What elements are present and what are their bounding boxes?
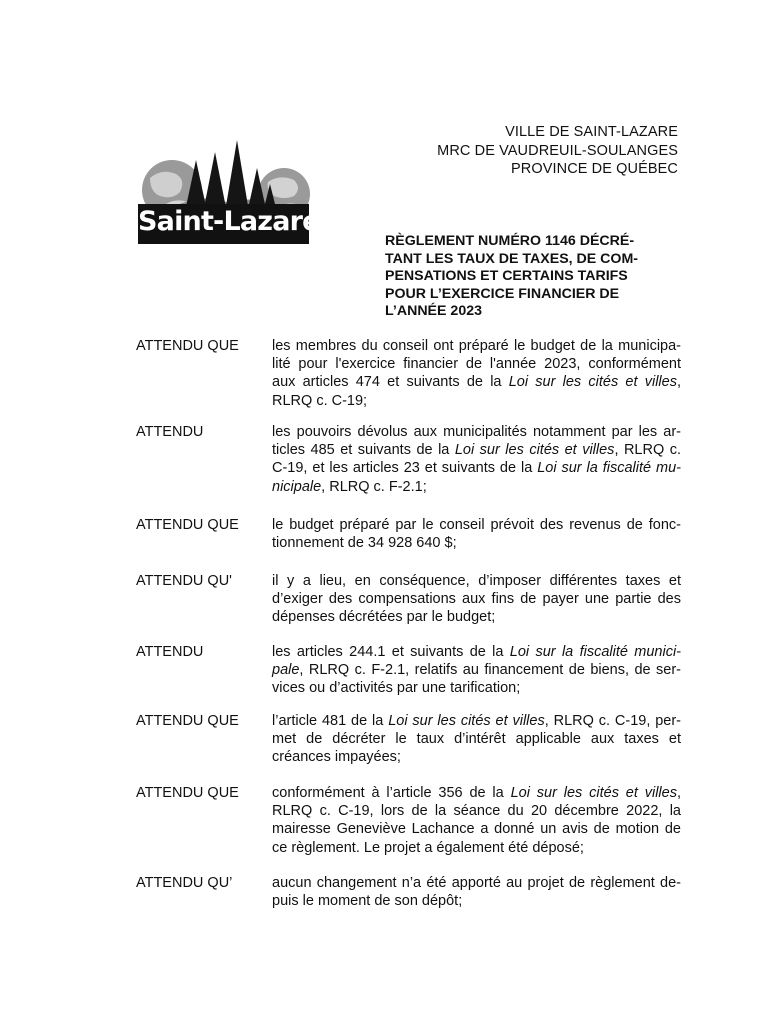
clause-line bbox=[272, 355, 681, 373]
title-line: L’ANNÉE 2023 bbox=[385, 303, 482, 320]
law-citation: Loi sur les cités et villes bbox=[510, 785, 677, 801]
clause-text-segment: RLRQ c. C-19, lors de la séance du 20 décembre 2022, la bbox=[272, 803, 681, 820]
clause-text-segment: le budget préparé par le conseil prévoit des revenus de fonc- bbox=[272, 517, 681, 533]
clause-text-segment: , RLRQ c. bbox=[614, 442, 681, 459]
whereas-clause bbox=[136, 643, 681, 698]
clause-text-segment: l’article 481 de la bbox=[272, 713, 389, 729]
clause-text-segment: conformément à l’article 356 de la bbox=[272, 785, 511, 801]
clause-label: ATTENDU QU’ bbox=[136, 875, 233, 891]
clause-text-segment: les membres du conseil ont préparé le budget de la municipa- bbox=[272, 338, 681, 354]
clause-label: ATTENDU QUE bbox=[136, 338, 239, 354]
regulation-title bbox=[385, 233, 685, 321]
law-citation: Loi sur les cités et villes bbox=[454, 442, 615, 459]
clause-text-segment: il y a lieu, en conséquence, d’imposer différentes taxes et bbox=[272, 573, 681, 589]
clause-label: ATTENDU QU' bbox=[136, 573, 232, 589]
clause-line bbox=[272, 839, 681, 857]
header-line-mrc: MRC DE VAUDREUIL-SOULANGES bbox=[437, 142, 678, 159]
clause-text bbox=[272, 712, 681, 767]
clause-text-segment: met de décréter le taux d’intérêt applicable aux taxes et bbox=[272, 731, 681, 748]
clause-line bbox=[272, 748, 681, 766]
clause-line bbox=[272, 608, 681, 626]
clause-text bbox=[272, 643, 681, 698]
law-citation: pale bbox=[272, 662, 300, 679]
clause-text-segment: lité pour l'exercice financier de l'année 2023, conformément bbox=[272, 356, 681, 373]
clause-text-segment: créances impayées; bbox=[272, 749, 401, 766]
clause-label: ATTENDU QUE bbox=[136, 713, 239, 729]
clause-line bbox=[272, 679, 681, 697]
clause-line bbox=[272, 534, 681, 552]
clause-text-segment: d’exiger des compensations aux fins de payer une partie des bbox=[272, 591, 681, 608]
clause-line bbox=[272, 423, 681, 441]
whereas-clause bbox=[136, 516, 681, 552]
clause-text bbox=[272, 784, 681, 857]
law-citation: Loi sur la fiscalité mu- bbox=[537, 460, 681, 477]
clause-text bbox=[272, 337, 681, 410]
clause-text-segment: , RLRQ c. F-2.1, relatifs au financement de biens, de ser- bbox=[299, 662, 681, 679]
clause-line bbox=[272, 892, 681, 910]
clause-text-segment: , RLRQ c. C-19, per- bbox=[544, 713, 682, 729]
clause-line bbox=[272, 820, 681, 838]
title-line: PENSATIONS ET CERTAINS TARIFS bbox=[385, 268, 628, 285]
law-citation: nicipale bbox=[272, 478, 322, 495]
whereas-clause bbox=[136, 337, 681, 410]
clause-text bbox=[272, 874, 681, 910]
clause-text-segment: aucun changement n’a été apporté au projet de règlement de- bbox=[272, 875, 681, 891]
clause-text-segment: les articles 244.1 et suivants de la bbox=[272, 644, 510, 660]
clause-line bbox=[272, 441, 681, 459]
header-line-province: PROVINCE DE QUÉBEC bbox=[511, 161, 678, 177]
whereas-clause bbox=[136, 423, 681, 496]
clause-text-segment: mairesse Geneviève Lachance a donné un avis de motion de bbox=[272, 821, 681, 838]
clause-text bbox=[272, 423, 681, 496]
title-line: POUR L’EXERCICE FINANCIER DE bbox=[385, 285, 620, 302]
clause-text bbox=[272, 572, 681, 627]
clause-line bbox=[272, 459, 681, 477]
clause-text-segment: , RLRQ c. F-2.1; bbox=[321, 478, 427, 495]
clause-text-segment: puis le moment de son dépôt; bbox=[272, 893, 463, 910]
clause-text-segment: C-19, et les articles 23 et suivants de la bbox=[272, 460, 538, 477]
clause-line bbox=[272, 802, 681, 820]
logo-wordmark: Saint-Lazare bbox=[138, 206, 320, 237]
clause-label: ATTENDU QUE bbox=[136, 785, 239, 801]
clause-line bbox=[272, 392, 681, 410]
clause-text-segment: RLRQ c. C-19; bbox=[272, 392, 368, 409]
clause-line bbox=[272, 874, 681, 892]
clause-line bbox=[272, 478, 681, 496]
clause-line bbox=[272, 373, 681, 391]
law-citation: Loi sur la fiscalité munici- bbox=[509, 644, 681, 660]
saint-lazare-logo bbox=[136, 138, 320, 250]
title-line: TANT LES TAUX DE TAXES, DE COM- bbox=[385, 250, 639, 267]
law-citation: Loi sur les cités et villes bbox=[388, 713, 545, 729]
clause-line bbox=[272, 590, 681, 608]
clause-label: ATTENDU QUE bbox=[136, 517, 239, 533]
clause-text-segment: , bbox=[676, 785, 681, 801]
whereas-clause bbox=[136, 874, 681, 910]
clause-text-segment: tionnement de 34 928 640 $; bbox=[272, 535, 457, 552]
municipality-header bbox=[437, 123, 678, 179]
clause-text-segment: ticles 485 et suivants de la bbox=[272, 442, 455, 459]
whereas-clause bbox=[136, 572, 681, 627]
clause-label: ATTENDU bbox=[136, 644, 204, 660]
clause-line bbox=[272, 730, 681, 748]
clause-line bbox=[272, 337, 681, 355]
clause-line bbox=[272, 784, 681, 802]
clause-line bbox=[272, 516, 681, 534]
clause-line bbox=[272, 643, 681, 661]
clause-text-segment: les pouvoirs dévolus aux municipalités notamment par les ar- bbox=[272, 424, 681, 440]
clause-text-segment: vices ou d’activités par une tarification; bbox=[272, 680, 521, 697]
clause-line bbox=[272, 661, 681, 679]
clause-label: ATTENDU bbox=[136, 424, 204, 440]
clause-line bbox=[272, 572, 681, 590]
title-line: RÈGLEMENT NUMÉRO 1146 DÉCRÉ- bbox=[385, 233, 635, 249]
clause-text-segment: dépenses décrétées par le budget; bbox=[272, 609, 496, 626]
clause-line bbox=[272, 712, 681, 730]
whereas-clause bbox=[136, 712, 681, 767]
clause-text bbox=[272, 516, 681, 552]
header-line-city: VILLE DE SAINT-LAZARE bbox=[505, 124, 678, 140]
clause-text-segment: ce règlement. Le projet a également été déposé; bbox=[272, 839, 584, 856]
whereas-clause bbox=[136, 784, 681, 857]
law-citation: Loi sur les cités et villes bbox=[508, 374, 677, 391]
clause-text-segment: aux articles 474 et suivants de la bbox=[272, 374, 509, 391]
clause-text-segment: , bbox=[676, 374, 681, 391]
